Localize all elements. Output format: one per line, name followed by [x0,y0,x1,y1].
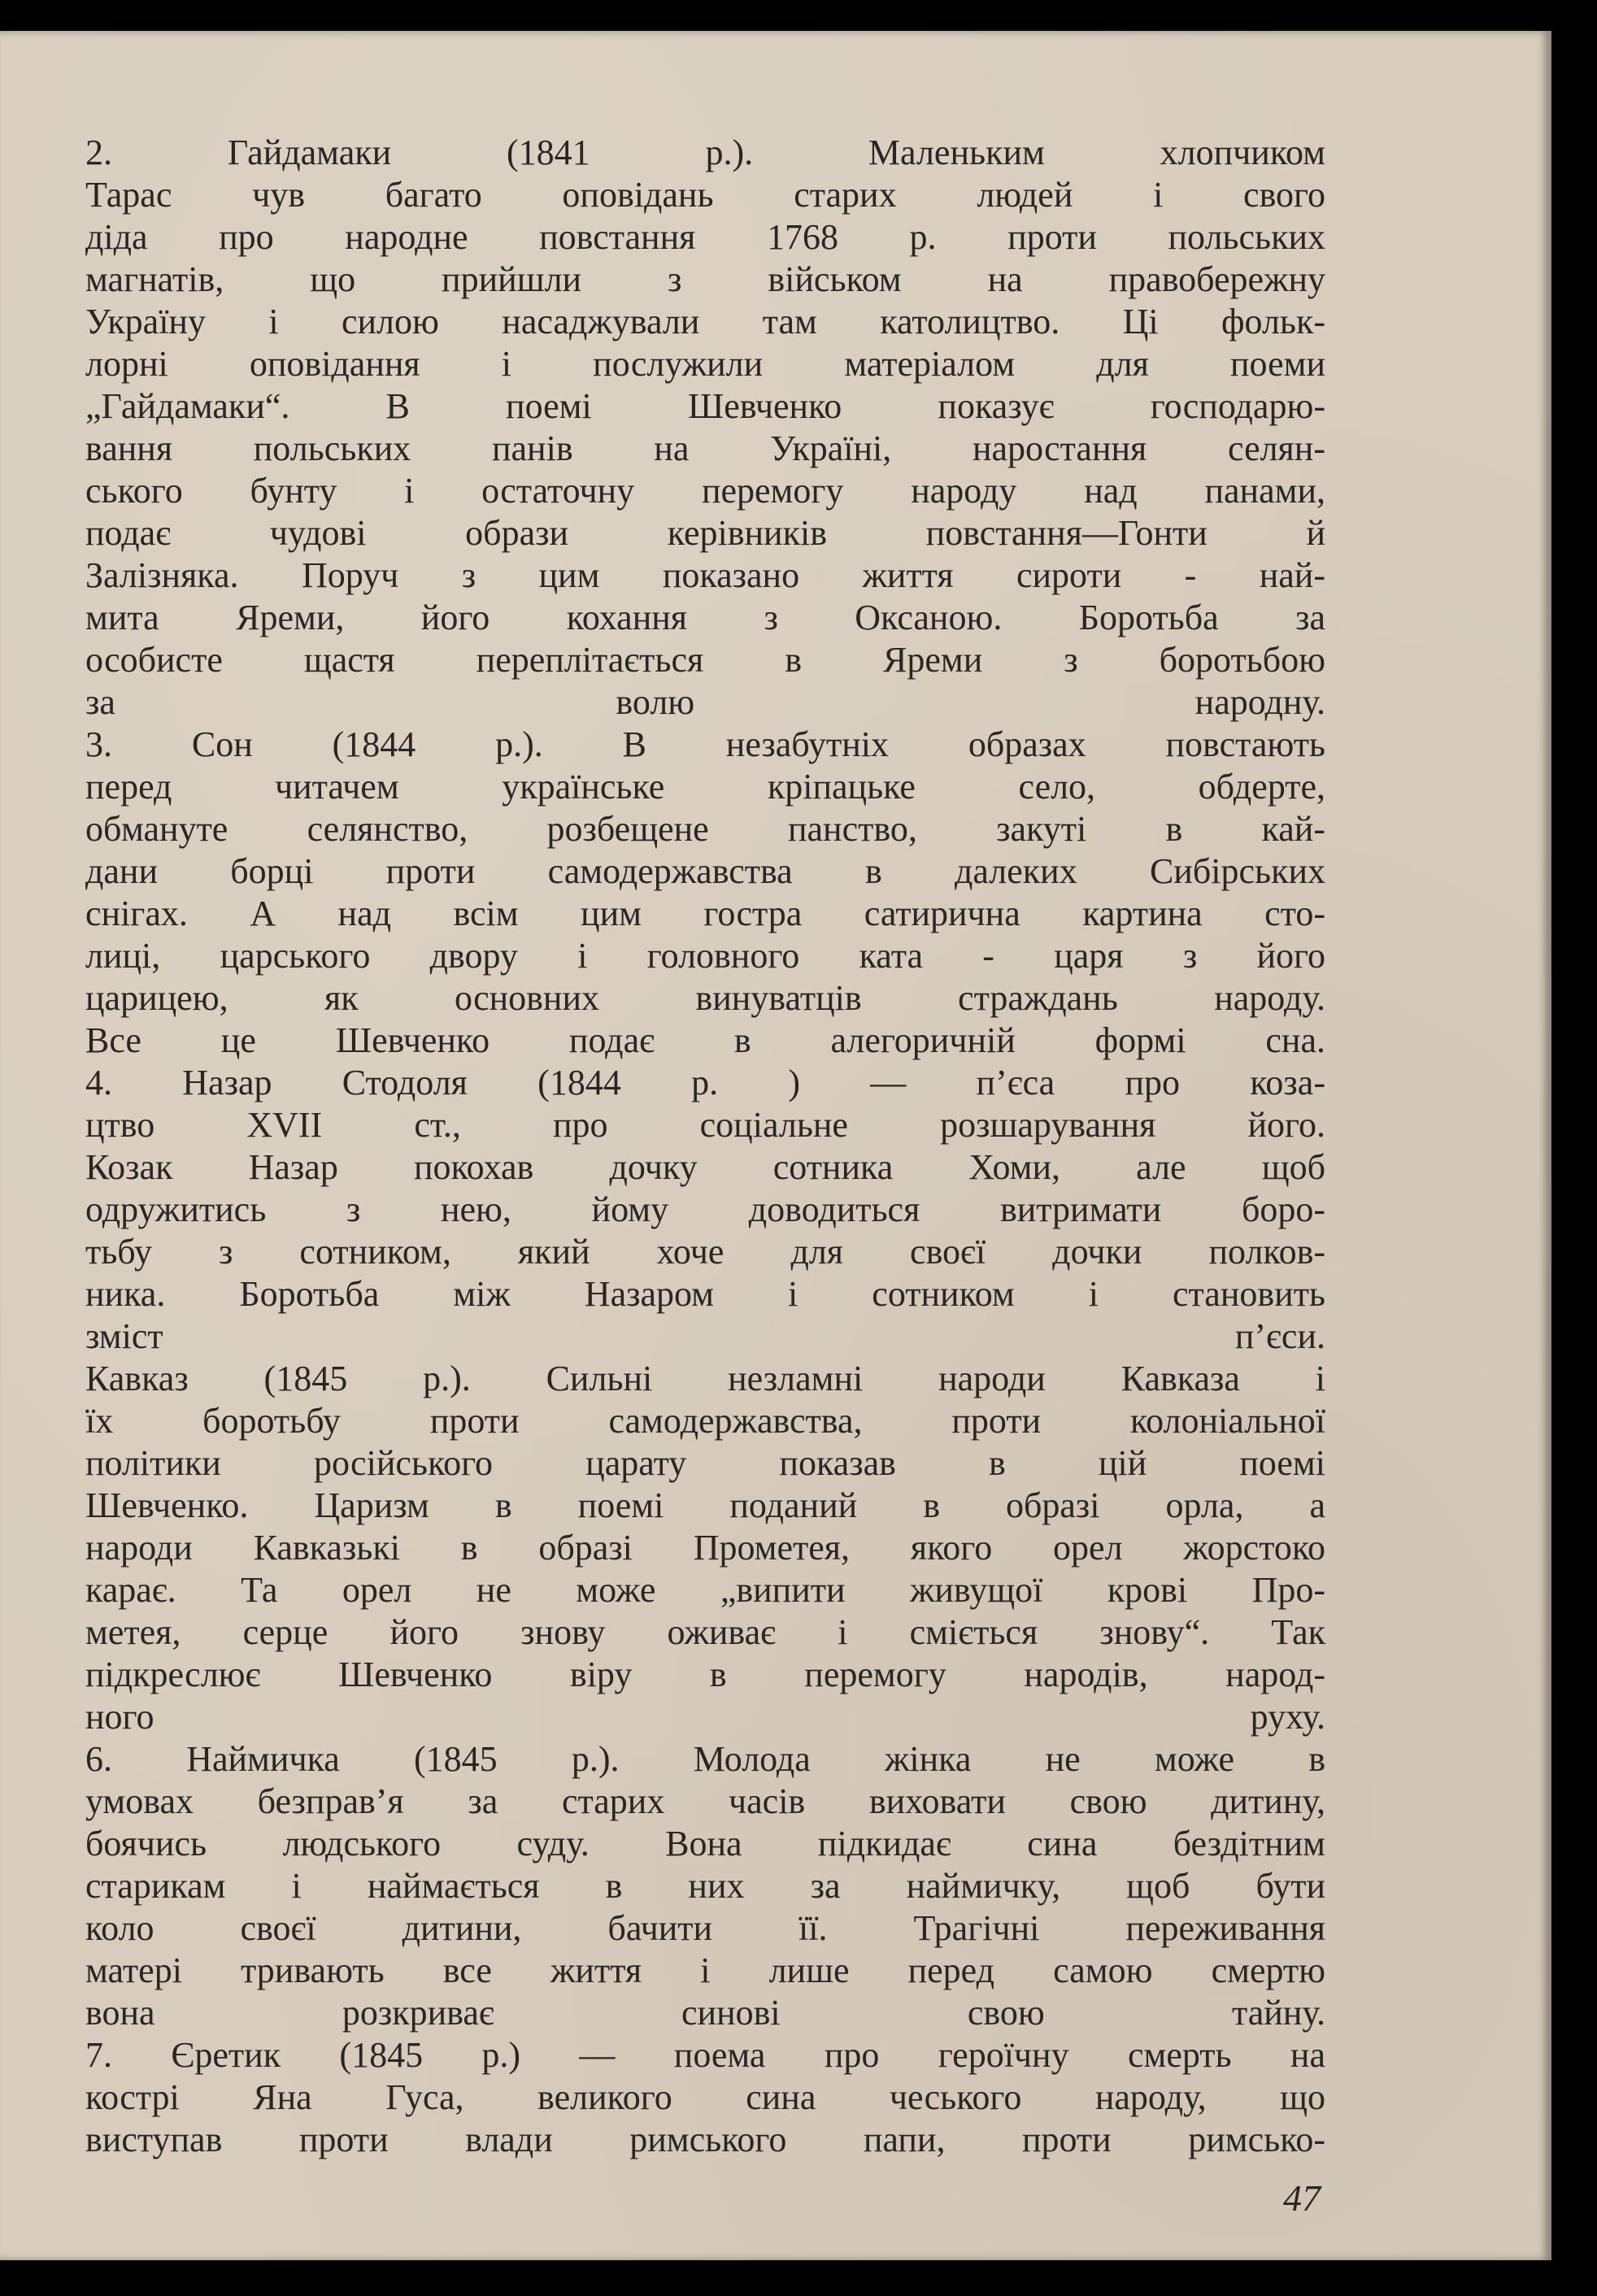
text-line: перед читачем українське кріпацьке село, обдерте, [85,767,1325,807]
book-page [0,31,1551,2260]
text-line: виступав проти влади римського папи, проти римсько- [85,2120,1325,2159]
text-line: боячись людського суду. Вона підкидає сина бездітним [85,1824,1325,1863]
text-line: їх боротьбу проти самодержавства, проти колоніальної [85,1401,1325,1441]
text-line: „Гайдамаки“. В поемі Шевченко показує господарю- [85,386,1325,426]
text-line: Тарас чув багато оповідань старих людей і свого [85,175,1325,215]
body-text [85,132,1325,2161]
text-line: народи Кавказькі в образі Прометея, якого орел жорстоко [85,1528,1325,1568]
text-line: 6. Наймичка (1845 р.). Молода жінка не може в [85,1739,1325,1779]
text-line: снігах. А над всім цим гостра сатирична картина сто- [85,894,1325,933]
text-line: Все це Шевченко подає в алегоричній формі сна. [85,1020,1325,1060]
text-line: за волю народну. [85,682,1325,722]
text-line: політики російського царату показав в цій поемі [85,1443,1325,1483]
text-line: обмануте селянство, розбещене панство, закуті в кай- [85,809,1325,849]
text-line: старикам і наймається в них за наймичку, щоб бути [85,1866,1325,1906]
text-line: ського бунту і остаточну перемогу народу над панами, [85,471,1325,511]
text-line: тьбу з сотником, який хоче для своєї дочки полков- [85,1232,1325,1272]
text-line: умовах безправ’я за старих часів виховати свою дитину, [85,1781,1325,1821]
text-line: 3. Сон (1844 р.). В незабутніх образах повстають [85,724,1325,764]
text-line: одружитись з нею, йому доводиться витримати боро- [85,1189,1325,1229]
text-line: Залізняка. Поруч з цим показано життя сироти - най- [85,555,1325,595]
text-line: 4. Назар Стодоля (1844 р. ) — п’єса про коза- [85,1063,1325,1102]
text-line: діда про народне повстання 1768 р. проти польських [85,217,1325,257]
text-line: дани борці проти самодержавства в далеких Сибірських [85,851,1325,891]
text-line: магнатів, що прийшли з військом на правобережну [85,259,1325,299]
text-line: 7. Єретик (1845 р.) — поема про героїчну смерть на [85,2035,1325,2075]
text-line: Кавказ (1845 р.). Сильні незламні народи Кавказа і [85,1359,1325,1398]
text-line: Україну і силою насаджували там католицтво. Ці фольк- [85,302,1325,341]
text-line: коло своєї дитини, бачити її. Трагічні переживання [85,1908,1325,1948]
text-line: мита Яреми, його кохання з Оксаною. Боротьба за [85,598,1325,637]
text-line: лорні оповідання і послужили матеріалом для поеми [85,344,1325,384]
text-line: 2. Гайдамаки (1841 р.). Маленьким хлопчиком [85,133,1325,172]
text-line: кострі Яна Гуса, великого сина чеського народу, що [85,2077,1325,2117]
text-line: карає. Та орел не може „випити живущої крові Про- [85,1570,1325,1610]
text-line: особисте щастя переплітається в Яреми з боротьбою [85,640,1325,680]
text-line: підкреслює Шевченко віру в перемогу народів, народ- [85,1655,1325,1694]
text-line: цтво XVII ст., про соціальне розшарування його. [85,1105,1325,1145]
text-line: зміст п’єси. [85,1316,1325,1356]
text-line: вання польських панів на Україні, наростання селян- [85,428,1325,468]
text-line: подає чудові образи керівників повстання—Гонти й [85,513,1325,553]
text-line: матері тривають все життя і лише перед самою смертю [85,1950,1325,1990]
text-line: ного руху. [85,1697,1325,1737]
text-line: ника. Боротьба між Назаром і сотником і становить [85,1274,1325,1314]
text-line: лиці, царського двору і головного ката - царя з його [85,936,1325,976]
text-line: вона розкриває синові свою тайну. [85,1993,1325,2033]
text-line: царицею, як основних винуватців страждань народу. [85,978,1325,1018]
text-line: метея, серце його знову оживає і сміється знову“. Так [85,1612,1325,1652]
text-line: Шевченко. Царизм в поемі поданий в образі орла, а [85,1485,1325,1525]
page-number: 47 [1283,2177,1321,2219]
text-line: Козак Назар покохав дочку сотника Хоми, але щоб [85,1147,1325,1187]
